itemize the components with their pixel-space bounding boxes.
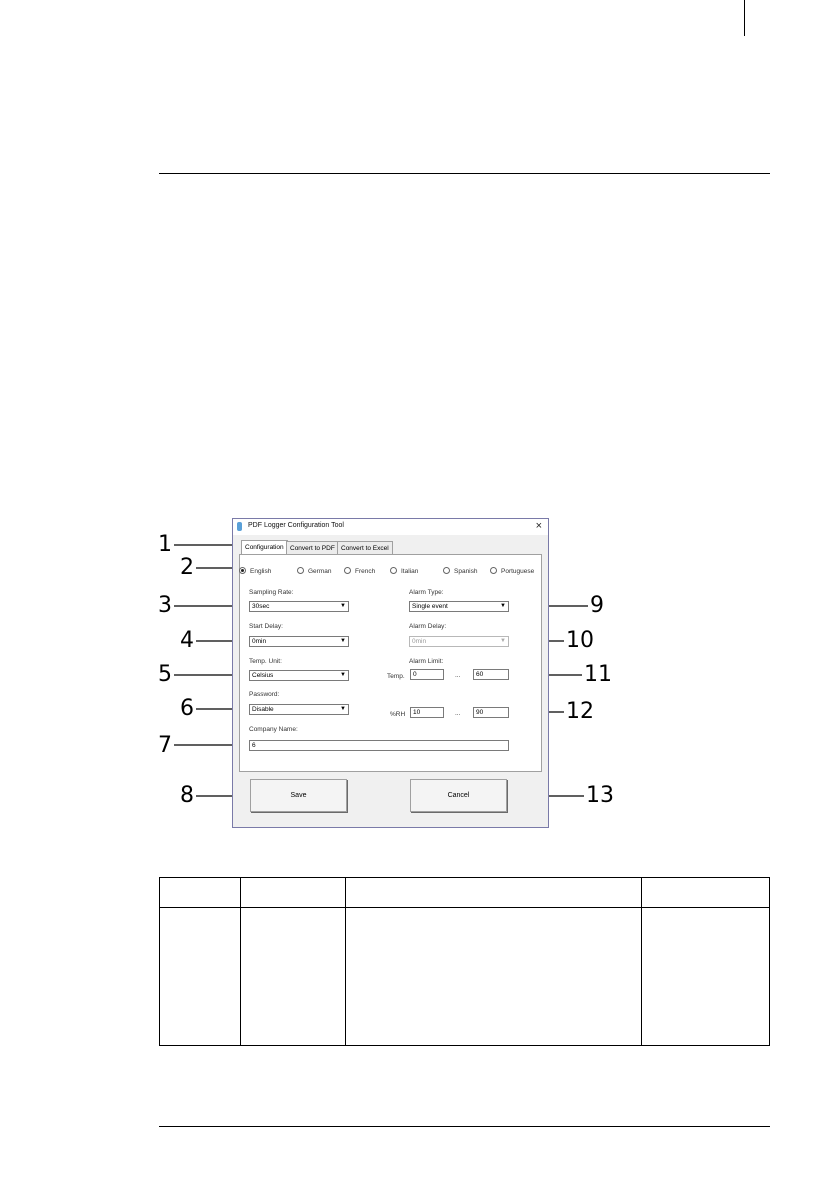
tab-convert-to-pdf[interactable]: Convert to PDF (286, 541, 339, 554)
chevron-down-icon: ▼ (340, 603, 346, 609)
radio-dot-selected (239, 567, 246, 574)
password-select[interactable]: Disable ▼ (249, 704, 349, 715)
tab-convert-to-excel[interactable]: Convert to Excel (337, 541, 393, 554)
table-header-cell (160, 878, 241, 908)
thermometer-icon (237, 522, 242, 531)
alarm-delay-label: Alarm Delay: (409, 623, 447, 630)
save-button[interactable]: Save (250, 779, 347, 812)
alarm-type-select[interactable]: Single event ▼ (409, 601, 509, 612)
chevron-down-icon: ▼ (340, 706, 346, 712)
radio-german[interactable]: German (297, 567, 331, 575)
callout-3: 3 (158, 593, 172, 618)
temp-low-input[interactable]: 0 (410, 669, 444, 680)
callout-6: 6 (180, 696, 194, 721)
radio-portuguese[interactable]: Portuguese (490, 567, 534, 575)
company-name-label: Company Name: (249, 726, 298, 733)
window-title: PDF Logger Configuration Tool (248, 522, 344, 529)
chevron-down-icon: ▼ (500, 638, 506, 644)
description-table (159, 877, 770, 1046)
callout-8: 8 (180, 783, 194, 808)
radio-english[interactable]: English (239, 567, 271, 575)
table-header-cell (346, 878, 642, 908)
callout-12: 12 (566, 699, 594, 724)
chevron-down-icon: ▼ (340, 638, 346, 644)
table-cell (160, 908, 241, 1046)
table-cell (241, 908, 346, 1046)
callout-11: 11 (584, 662, 612, 687)
alarm-delay-select: 0min ▼ (409, 636, 509, 647)
radio-spanish[interactable]: Spanish (443, 567, 478, 575)
table-cell (642, 908, 770, 1046)
temp-high-input[interactable]: 60 (473, 669, 509, 680)
sampling-rate-select[interactable]: 30sec ▼ (249, 601, 349, 612)
radio-french[interactable]: French (344, 567, 375, 575)
tab-configuration[interactable]: Configuration (241, 540, 288, 555)
rh-range-separator: ... (455, 710, 461, 717)
radio-dot (390, 567, 397, 574)
callout-5: 5 (158, 662, 172, 687)
close-icon[interactable]: × (535, 520, 542, 532)
sampling-rate-label: Sampling Rate: (249, 589, 294, 596)
radio-dot (443, 567, 450, 574)
callout-4: 4 (180, 628, 194, 653)
title-bar (233, 519, 548, 535)
rh-high-input[interactable]: 90 (473, 707, 509, 718)
company-name-input[interactable]: 6 (249, 740, 509, 751)
callout-10: 10 (566, 628, 594, 653)
callout-9: 9 (590, 593, 604, 618)
rh-low-input[interactable]: 10 (410, 707, 444, 718)
table-header-cell (241, 878, 346, 908)
start-delay-label: Start Delay: (249, 623, 283, 630)
alarm-type-label: Alarm Type: (409, 589, 444, 596)
callout-13: 13 (586, 783, 614, 808)
alarm-limit-label: Alarm Limit: (409, 658, 444, 665)
cancel-button[interactable]: Cancel (410, 779, 507, 812)
radio-dot (297, 567, 304, 574)
chevron-down-icon: ▼ (340, 672, 346, 678)
temp-unit-select[interactable]: Celsius ▼ (249, 670, 349, 681)
password-label: Password: (249, 691, 280, 698)
rh-limit-label: %RH (390, 711, 406, 718)
temp-unit-label: Temp. Unit: (249, 658, 282, 665)
radio-dot (344, 567, 351, 574)
temp-range-separator: ... (455, 672, 461, 679)
table-cell (346, 908, 642, 1046)
config-tool-window (232, 518, 549, 828)
table-header-cell (642, 878, 770, 908)
temp-limit-label: Temp. (387, 673, 405, 680)
chevron-down-icon: ▼ (500, 603, 506, 609)
radio-dot (490, 567, 497, 574)
callout-2: 2 (180, 555, 194, 580)
callout-7: 7 (158, 733, 172, 758)
start-delay-select[interactable]: 0min ▼ (249, 636, 349, 647)
radio-italian[interactable]: Italian (390, 567, 418, 575)
callout-1: 1 (158, 532, 172, 557)
